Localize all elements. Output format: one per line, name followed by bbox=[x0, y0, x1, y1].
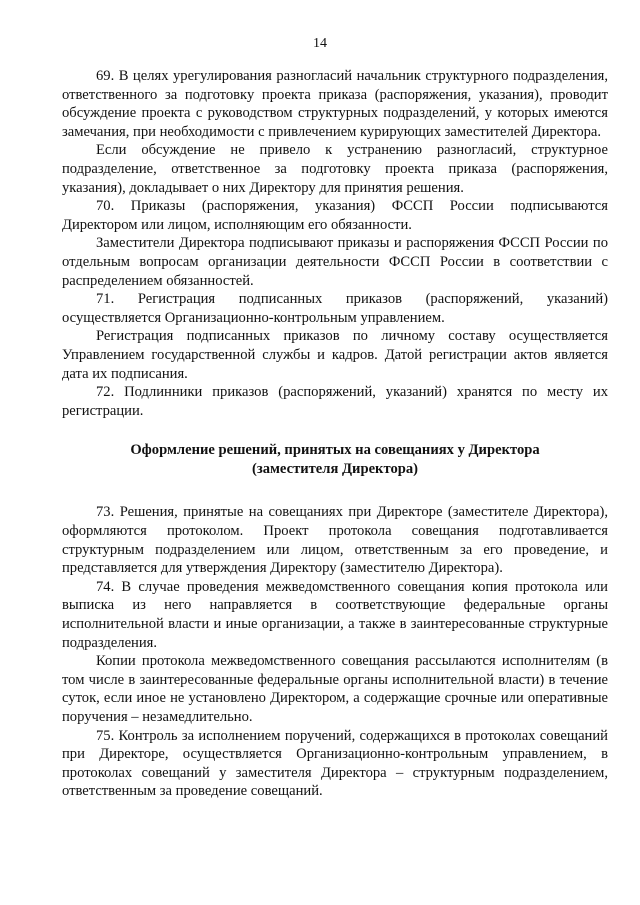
paragraph-69-continuation: Если обсуждение не привело к устранению разногласий, структурное подразделение, ответственное за подготовку проекта приказа (распоряжения, указания), докладывает о них Директору для принятия решения. bbox=[62, 142, 608, 196]
paragraph-74: 74. В случае проведения межведомственного совещания копия протокола или выписка из него направляется в соответствующие федеральные органы исполнительной власти и иные организации, а также в заинтересованные структурные подразделения. bbox=[62, 578, 608, 651]
section-heading-line-2: (заместителя Директора) bbox=[251, 460, 419, 477]
section-heading-line-1: Оформление решений, принятых на совещаниях у Директора bbox=[130, 442, 540, 459]
paragraph-70: 70. Приказы (распоряжения, указания) ФССП России подписываются Директором или лицом, исполняющим его обязанности. bbox=[62, 198, 608, 233]
paragraph-73: 73. Решения, принятые на совещаниях при Директоре (заместителе Директора), оформляются протоколом. Проект протокола совещания подготавливается структурным подразделением или лицом, ответственным за его проведение, и представляется для утверждения Директору (заместителю Директора). bbox=[62, 504, 608, 577]
page-number: 14 bbox=[313, 36, 327, 51]
paragraph-71-continuation: Регистрация подписанных приказов по личному составу осуществляется Управлением государственной службы и кадров. Датой регистрации актов является дата их подписания. bbox=[62, 328, 608, 382]
section-heading bbox=[62, 441, 608, 478]
paragraph-74-continuation: Копии протокола межведомственного совещания рассылаются исполнителям (в том числе в заинтересованные федеральные органы исполнительной власти) в течение суток, если иное не установлено Директором, а содержащие срочные или оперативные поручения – незамедлительно. bbox=[62, 653, 608, 725]
paragraph-72: 72. Подлинники приказов (распоряжений, указаний) хранятся по месту их регистрации. bbox=[62, 384, 608, 419]
paragraph-75: 75. Контроль за исполнением поручений, содержащихся в протоколах совещаний при Директоре, осуществляется Организационно-контрольным управлением, в протоколах совещаний у заместителя Директора – структурным подразделением, ответственным за проведение совещаний. bbox=[62, 727, 608, 800]
paragraph-70-continuation: Заместители Директора подписывают приказы и распоряжения ФССП России по отдельным вопросам организации деятельности ФССП России в соответствии с распределением обязанностей. bbox=[62, 235, 608, 289]
paragraph-71: 71. Регистрация подписанных приказов (распоряжений, указаний) осуществляется Организационно-контрольным управлением. bbox=[62, 291, 608, 326]
document-body bbox=[62, 67, 608, 801]
paragraph-69: 69. В целях урегулирования разногласий начальник структурного подразделения, ответственного за подготовку проекта приказа (распоряжения, указания), проводит обсуждение проекта с руководством структурных подразделений, у которых имеются замечания, при необходимости с привлечением курирующих заместителей Директора. bbox=[62, 68, 608, 140]
